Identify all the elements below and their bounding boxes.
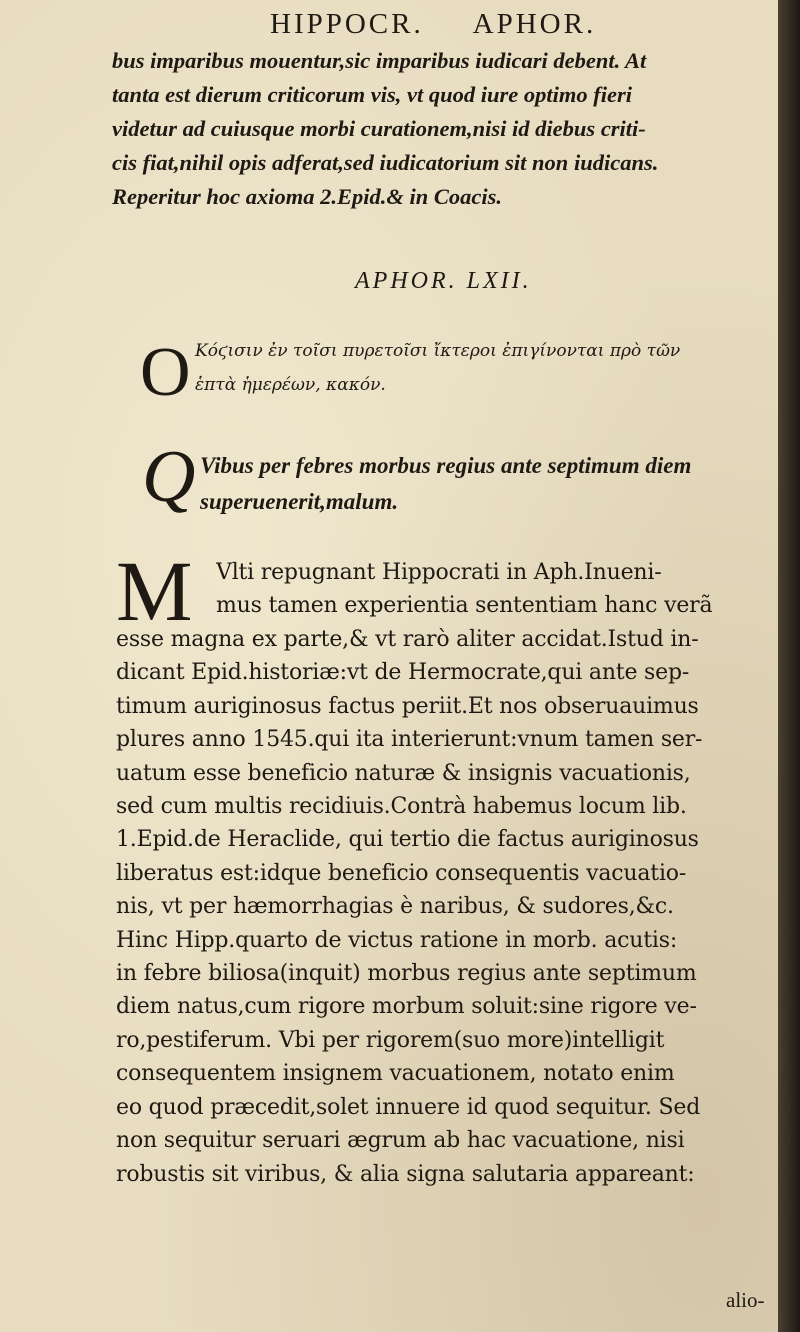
facing-page-mark: (: [782, 955, 788, 975]
catchword: alio-: [726, 1288, 765, 1312]
facing-page-edge: [778, 0, 800, 1332]
facing-page-mark: t: [782, 1162, 788, 1182]
greek-dropcap: O: [140, 334, 191, 411]
intro-line: cis fiat,nihil opis adferat,sed iudicatorium sit non iudicans.: [112, 150, 659, 175]
commentary-line: mus tamen experientia sententiam hanc verã: [216, 593, 713, 619]
running-head-left: HIPPOCR.: [270, 8, 424, 40]
commentary-line: robustis sit viribus, & alia signa salutaria appareant:: [116, 1161, 695, 1187]
greek-line: Κόϛισιν ἐν τοῖσι πυρετοῖσι ἴκτεροι ἐπιγίνονται πρὸ τῶν: [195, 341, 681, 361]
latin-dropcap: Q: [142, 436, 196, 518]
intro-line: Reperitur hoc axioma 2.Epid.& in Coacis.: [112, 184, 503, 209]
running-head: [270, 0, 690, 48]
commentary-line: diem natus,cum rigore morbum soluit:sine rigore ve-: [116, 994, 697, 1020]
commentary-line: consequentem insignem vacuationem, notato enim: [116, 1061, 675, 1087]
commentary-line: esse magna ex parte,& vt rarò aliter accidat.Istud in-: [116, 627, 699, 652]
intro-line: tanta est dierum criticorum vis, vt quod iure optimo fieri: [112, 82, 633, 107]
commentary-dropcap: M: [116, 543, 193, 639]
commentary-line: uatum esse beneficio naturæ & insignis vacuationis,: [116, 760, 691, 786]
commentary-line: Hinc Hipp.quarto de victus ratione in morb. acutis:: [116, 927, 678, 953]
commentary-line: eo quod præcedit,solet innuere id quod sequitur. Sed: [116, 1094, 701, 1120]
commentary-line: dicant Epid.historiæ:vt de Hermocrate,qui ante sep-: [116, 660, 690, 686]
intro-paragraph: [112, 44, 772, 214]
facing-page-mark: n: [782, 1095, 791, 1115]
facing-page-mark: f: [782, 990, 788, 1010]
facing-page-mark: t: [782, 1196, 788, 1216]
commentary-line: liberatus est:idque beneficio consequentis vacuatio-: [116, 860, 687, 886]
commentary-head: [216, 556, 776, 623]
commentary-line: in febre biliosa(inquit) morbus regius ante septimum: [116, 961, 697, 987]
intro-line: bus imparibus mouentur,sic imparibus iudicari debent. At: [112, 48, 647, 73]
commentary-line: nis, vt per hæmorrhagias è naribus, & sudores,&c.: [116, 894, 674, 920]
running-head-right: APHOR.: [472, 8, 597, 40]
commentary-line: non sequitur seruari ægrum ab hac vacuatione, nisi: [116, 1128, 685, 1154]
facing-page-mark: f: [782, 1025, 788, 1045]
intro-line: videtur ad cuiusque morbi curationem,nisi id diebus criti-: [112, 116, 646, 141]
aphorism-heading: APHOR. LXII.: [355, 268, 532, 294]
commentary-line: plures anno 1545.qui ita interierunt:vnum tamen ser-: [116, 727, 703, 753]
commentary-line: 1.Epid.de Heraclide, qui tertio die factus auriginosus: [116, 827, 699, 853]
greek-line: ἑπτὰ ἡμερέων, κακόν.: [195, 375, 386, 395]
commentary-line: sed cum multis recidiuis.Contrà habemus locum lib.: [116, 794, 687, 820]
facing-page-mark: i: [782, 920, 788, 940]
commentary-body: [116, 623, 776, 1191]
latin-line: Vibus per febres morbus regius ante septimum diem: [200, 453, 692, 478]
latin-line: superuenerit,malum.: [200, 489, 399, 514]
commentary-line: timum auriginosus factus periit.Et nos obseruauimus: [116, 693, 699, 719]
commentary-line: Vlti repugnant Hippocrati in Aph.Inueni-: [216, 560, 662, 585]
latin-aphorism: [200, 448, 778, 520]
greek-aphorism: [195, 334, 778, 402]
commentary-line: ro,pestiferum. Vbi per rigorem(suo more)intelligit: [116, 1027, 665, 1053]
facing-page-mark: ſ: [782, 1062, 788, 1082]
facing-page-mark: h: [782, 1128, 791, 1148]
